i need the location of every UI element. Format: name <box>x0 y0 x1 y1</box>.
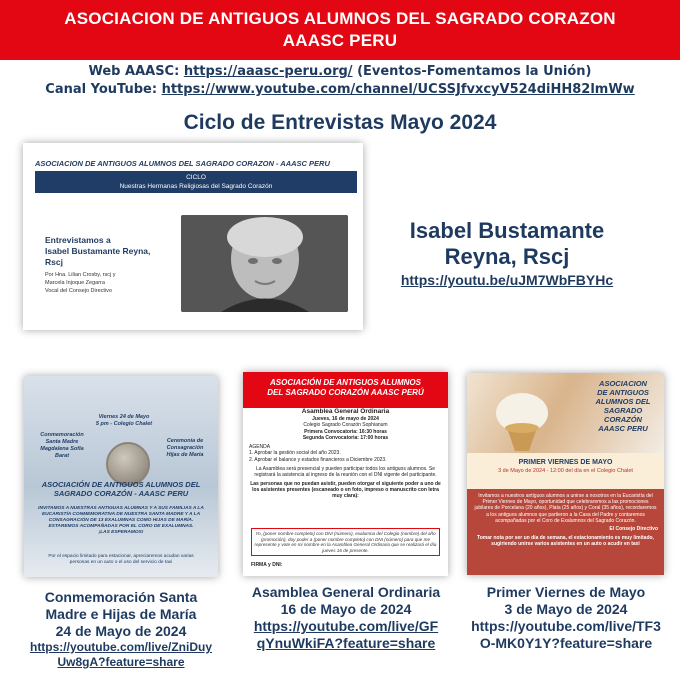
commemoration-note <box>34 554 208 566</box>
first-friday-video-link-2[interactable]: O-MK0Y1Y?feature=share <box>479 635 653 651</box>
banner-subtitle: AAASC PERU <box>282 31 398 50</box>
band-line-2: Nuestras Hermanas Religiosas del Sagrado Corazón <box>119 183 273 190</box>
date-line-1: Viernes 24 de Mayo <box>98 414 150 420</box>
caption-1-line-3: 24 de Mayo de 2024 <box>55 623 187 639</box>
left-line-2: Santa Madre <box>45 439 79 445</box>
interviewee-name-2: Reyna, Rscj <box>444 244 570 269</box>
body-line-3: CONSAGRACIÓN DE 13 EXALUMNAS COMO HIJAS DE MARÍA. <box>48 518 194 523</box>
web-label: Web AAASC: <box>88 64 180 79</box>
agenda-item-2: 2. Aprobar el balance y estados financieros a Diciembre 2023. <box>249 456 387 463</box>
assembly-place: Colegio Sagrado Corazón Sophianum <box>303 422 388 429</box>
commemoration-card[interactable] <box>24 376 218 577</box>
assembly-title: Asamblea General Ordinaria <box>301 408 390 415</box>
note-line-1: Por el espacio limitado para estacionar, apreciaremos acudan varias <box>48 554 194 559</box>
first-friday-body <box>467 489 664 575</box>
interview-video-link[interactable]: https://youtu.be/uJM7WbFBYHc <box>400 272 614 288</box>
date-line-2: 5 pm - Colegio Chalet <box>95 421 153 427</box>
body-line-1: INVITAMOS A NUESTRAS ANTIGUAS ALUMNAS Y A SUS FAMILIAS A LA <box>38 506 204 511</box>
caption-assembly <box>240 584 452 652</box>
feature-credits <box>45 271 185 295</box>
feature-interview-card[interactable] <box>23 143 363 330</box>
first-friday-video-link-1[interactable]: https://youtube.com/live/TF3 <box>471 618 661 634</box>
caption-3-line-1: Primer Viernes de Mayo <box>486 584 646 600</box>
caption-2-line-2: 16 de Mayo de 2024 <box>280 601 412 617</box>
feature-line-2: Isabel Bustamante Reyna, <box>45 246 151 256</box>
ff-title-1: ASOCIACION <box>599 379 647 388</box>
assembly-conv-1: Primera Convocatoria: 16:30 horas <box>304 428 387 435</box>
first-friday-card[interactable] <box>467 373 664 575</box>
caption-commemoration <box>14 589 228 670</box>
assoc-line-1: ASOCIACIÓN DE ANTIGUOS ALUMNOS DEL <box>41 480 201 489</box>
assoc-line-2: SAGRADO CORAZÓN - AAASC PERU <box>53 489 189 498</box>
ff-band-title: PRIMER VIERNES DE MAYO <box>518 459 613 466</box>
feature-line-3: Rscj <box>45 257 63 267</box>
link-2-part-1[interactable]: https://youtube.com/live/GF <box>253 618 439 634</box>
left-line-4: Barat <box>54 453 70 459</box>
portrait-illustration <box>181 215 348 312</box>
left-line-3: Magdalena Sofía <box>40 446 84 452</box>
link-1-part-2[interactable]: Uw8gA?feature=share <box>57 655 185 669</box>
web-line <box>0 63 680 81</box>
commemoration-left <box>32 432 92 460</box>
commemoration-association <box>32 480 210 498</box>
credit-3: Vocal del Consejo Directivo <box>45 288 112 294</box>
assembly-date: Jueves, 16 de mayo de 2024 <box>312 416 379 422</box>
body-line-2: EUCARISTÍA CONMEMORATIVA DE NUESTRA SANTA MADRE Y A LA <box>41 512 201 517</box>
ff-title-6: AAASC PERU <box>598 424 648 433</box>
left-line-1: Conmemoración <box>40 432 84 438</box>
youtube-line <box>0 81 680 99</box>
ff-title-5: CORAZÓN <box>604 415 642 424</box>
commemoration-info <box>32 414 210 484</box>
assembly-para-1: La Asamblea será presencial y pueden participar todos los antiguos alumnos. Se registrará la asistencia al ingreso de la reunión con el DNI vigente del participante. <box>254 466 437 479</box>
assembly-head-2: DEL SAGRADO CORAZÓN AAASC PERÚ <box>267 388 424 397</box>
commemoration-date <box>94 414 154 428</box>
ff-title-2: DE ANTIGUOS <box>597 388 649 397</box>
ff-title-4: SAGRADO <box>603 406 643 415</box>
links-block <box>0 63 680 99</box>
assembly-conv-2: Segunda Convocatoria: 17:00 horas <box>302 434 389 441</box>
first-friday-title <box>587 379 659 433</box>
note-line-2: personas en un auto o el uso del servicio de taxi <box>69 560 173 565</box>
credit-2: Marcela Injoque Zegarra <box>45 280 105 286</box>
page-title: Ciclo de Entrevistas Mayo 2024 <box>183 111 497 134</box>
ff-body-text: Invitamos a nuestros antiguos alumnos a unirse a nosotros en la Eucaristía del Primer Viernes de Mayo, oportunidad que celebraremos a las promociones jubilares de Porcelana (20 años), Plata (25 años) y Coral (35 años), recordaremos a los antiguos alumnos que partieron a la Casa del Padre y contaremos acompañadas por el Coro de Exalumnos del Sagrado Corazón. <box>474 493 657 524</box>
first-friday-band <box>467 453 664 489</box>
interviewee-name-1: Isabel Bustamante <box>409 218 605 243</box>
assembly-video-link[interactable] <box>240 618 452 652</box>
assembly-card-body <box>249 408 442 500</box>
caption-3-line-2: 3 de Mayo de 2024 <box>504 601 628 617</box>
assembly-card[interactable] <box>243 372 448 576</box>
agenda-item-1: 1. Aprobar la gestión social del año 2023. <box>249 450 341 457</box>
feature-card-band <box>35 171 357 193</box>
assembly-head-1: ASOCIACIÓN DE ANTIGUOS ALUMNOS <box>270 378 421 387</box>
caption-1-line-1: Conmemoración Santa <box>44 589 198 605</box>
youtube-label: Canal YouTube: <box>45 82 158 97</box>
feature-caption <box>370 218 644 288</box>
caption-2-line-1: Asamblea General Ordinaria <box>251 584 441 600</box>
commemoration-body <box>34 506 208 536</box>
ff-note: Tomar nota por ser un día de semana, el estacionamiento es muy limitado, sugiriendo unirse varios asistentes en un auto o acudir en taxi <box>477 535 654 548</box>
header-banner <box>0 0 680 60</box>
band-line-1: CICLO <box>186 174 206 181</box>
agenda-label: AGENDA <box>249 444 271 451</box>
credit-1: Por Hna. Lilian Crosby, rscj y <box>45 272 116 278</box>
banner-title: ASOCIACION DE ANTIGUOS ALUMNOS DEL SAGRADO CORAZON <box>64 9 616 28</box>
feature-card-title: ASOCIACION DE ANTIGUOS ALUMNOS DEL SAGRADO CORAZON - AAASC PERU <box>35 159 330 168</box>
link-2-part-2[interactable]: qYnuWkiFA?feature=share <box>256 635 436 651</box>
caption-first-friday <box>455 584 677 652</box>
interviewee-photo <box>181 215 348 312</box>
ff-band-date: 3 de Mayo de 2024 - 12:00 del día en el Colegio Chalet <box>498 468 633 474</box>
right-line-3: Hijas de María <box>166 452 204 458</box>
commemoration-video-link[interactable] <box>14 640 228 670</box>
caption-1-line-2: Madre e Hijas de María <box>45 606 197 622</box>
web-link[interactable]: https://aaasc-peru.org/ <box>183 64 353 79</box>
link-1-part-1[interactable]: https://youtube.com/live/ZniDuy <box>29 640 212 654</box>
feature-card-text <box>45 235 185 295</box>
assembly-para-2: Las personas que no puedan asistir, pueden otorgar el siguiente poder a uno de los asistentes presentes (escaneado o en foto, impreso o manuscrito con letra muy clara): <box>250 480 441 500</box>
right-line-2: Consagración <box>166 445 204 451</box>
body-line-4: ESTAREMOS ACOMPAÑADAS POR EL CORO DE EXALUMNAS. <box>48 524 194 529</box>
right-line-1: Ceremonia de <box>166 438 204 444</box>
proxy-box: Yo, (poner nombre completo) con DNI (número), exalumna del Colegio (nombre) del año (promoción), doy poder a (poner nombre completo) con DNI (número) para que me represente y vote en mi nombre en la Asamblea General Ordinaria que se realizará el día jueves 16 de presente. <box>251 528 440 556</box>
youtube-channel-link[interactable]: https://www.youtube.com/channel/UCSSJfvxcyV524diHH82lmWw <box>161 82 635 97</box>
commemoration-right <box>160 438 210 459</box>
ff-signature: El Consejo Directivo <box>609 526 658 533</box>
ff-title-3: ALUMNOS DEL <box>595 397 651 406</box>
web-note: (Eventos-Fomentamos la Unión) <box>357 64 592 79</box>
feature-line-1: Entrevistamos a <box>45 235 111 245</box>
assembly-card-header <box>243 372 448 408</box>
body-line-5: ¡LAS ESPERAMOS! <box>98 530 144 535</box>
signature-label: FIRMA y DNI: <box>251 562 283 568</box>
